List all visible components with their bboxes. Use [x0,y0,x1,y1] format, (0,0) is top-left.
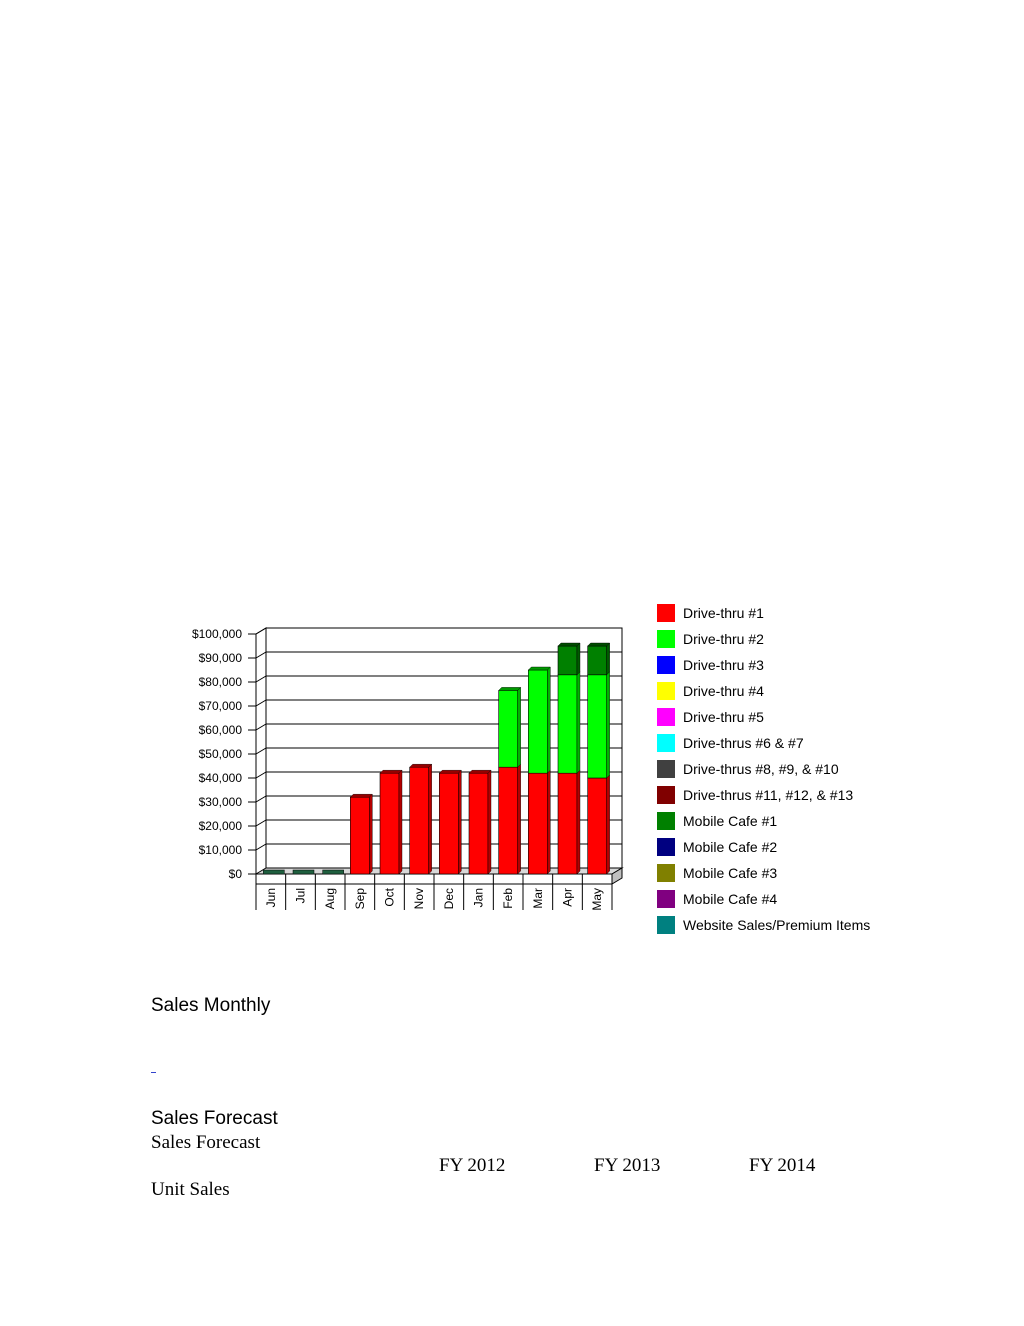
legend-swatch [657,708,675,726]
bar-segment-side [577,643,580,675]
chart-caption: Sales Monthly [151,995,271,1016]
bar-top [469,770,491,773]
gridline-side [256,724,266,730]
y-tick-label: $20,000 [198,819,242,833]
bar-segment-side [607,672,610,778]
bar-segment [588,675,607,778]
legend-label: Mobile Cafe #2 [683,839,778,855]
y-tick-label: $60,000 [198,723,242,737]
bar-segment-side [577,770,580,874]
bar-segment [410,767,429,874]
x-tick-label: Aug [323,888,338,910]
legend-label: Drive-thrus #8, #9, & #10 [683,761,839,777]
y-tick-label: $10,000 [198,843,242,857]
y-tick-label: $40,000 [198,771,242,785]
legend-swatch [657,760,675,778]
bar-empty-base [293,870,314,874]
legend-label: Website Sales/Premium Items [683,917,871,933]
legend-label: Drive-thrus #11, #12, & #13 [683,787,854,803]
legend-label: Mobile Cafe #3 [683,865,778,881]
legend-swatch [657,916,675,934]
bar-segment [469,773,488,874]
legend-swatch [657,604,675,622]
gridline-side [256,820,266,826]
x-tick-label: Nov [412,888,427,910]
legend-swatch [657,812,675,830]
gridline-side [256,652,266,658]
gridline-side [256,772,266,778]
bar-segment-side [458,770,461,874]
gridline-side [256,700,266,706]
bar-segment [499,767,518,874]
legend-swatch [657,682,675,700]
bar-top [499,687,521,690]
bar-segment-side [518,687,521,767]
bar-segment-side [547,667,550,773]
x-tick-label: Sep [352,888,367,910]
legend-label: Drive-thru #3 [683,657,764,673]
bar-top [410,764,432,767]
chart-bars [263,643,609,874]
table-title: Sales Forecast [151,1132,261,1153]
y-axis-ticks [192,627,256,881]
gridline-side [256,628,266,634]
legend-label: Mobile Cafe #4 [683,891,778,907]
bar-segment [558,675,577,773]
bar-segment-side [607,775,610,874]
bar-top [588,643,610,646]
bar-segment-side [488,770,491,874]
y-tick-label: $0 [228,867,242,881]
y-tick-label: $90,000 [198,651,242,665]
y-tick-label: $70,000 [198,699,242,713]
legend-swatch [657,656,675,674]
row-label-unit-sales: Unit Sales [151,1179,230,1200]
gridline-side [256,844,266,850]
section-heading: Sales Forecast [151,1108,278,1129]
bar-segment [558,773,577,874]
bar-segment-side [547,770,550,874]
bar-segment [558,646,577,675]
x-tick-label: Jun [263,888,278,908]
bar-segment-side [607,643,610,675]
gridline-side [256,748,266,754]
bar-segment [350,797,369,874]
bar-segment [528,670,547,773]
gridline-side [256,796,266,802]
bar-segment [499,690,518,767]
legend-swatch [657,630,675,648]
bar-top [528,667,550,670]
legend-swatch [657,786,675,804]
link-marker[interactable] [151,1062,156,1073]
y-tick-label: $50,000 [198,747,242,761]
bar-segment-side [369,794,372,874]
legend-label: Drive-thru #5 [683,709,764,725]
bar-segment [588,778,607,874]
bar-top [350,794,372,797]
bar-top [439,770,461,773]
x-tick-label: Apr [560,888,575,907]
bar-segment [380,773,399,874]
bar-empty-base [323,870,344,874]
legend-label: Drive-thrus #6 & #7 [683,735,804,751]
y-tick-label: $30,000 [198,795,242,809]
bar-top [380,770,402,773]
x-tick-label: Jul [293,888,308,904]
sales-monthly-chart [150,595,895,940]
chart-legend [657,604,870,934]
x-tick-label: Oct [382,888,397,907]
gridline-side [256,676,266,682]
legend-swatch [657,864,675,882]
x-tick-label: Jan [471,888,486,908]
table-column-fy2013: FY 2013 [594,1155,661,1176]
x-tick-label: Feb [501,888,516,909]
bar-empty-base [263,870,284,874]
bar-top [558,643,580,646]
bar-segment [528,773,547,874]
bar-segment [439,773,458,874]
legend-label: Drive-thru #4 [683,683,764,699]
y-tick-label: $80,000 [198,675,242,689]
legend-label: Drive-thru #1 [683,605,764,621]
legend-swatch [657,890,675,908]
bar-segment-side [577,672,580,773]
table-column-fy2012: FY 2012 [439,1155,506,1176]
x-tick-label: Mar [530,888,545,909]
bar-segment-side [399,770,402,874]
table-column-fy2014: FY 2014 [749,1155,816,1176]
legend-swatch [657,734,675,752]
legend-label: Mobile Cafe #1 [683,813,778,829]
legend-label: Drive-thru #2 [683,631,764,647]
y-tick-label: $100,000 [191,627,242,641]
bar-segment-side [518,764,521,874]
x-tick-label: Dec [441,888,456,910]
legend-swatch [657,838,675,856]
bar-segment [588,646,607,675]
x-tick-label: May [590,888,605,911]
bar-segment-side [429,764,432,874]
